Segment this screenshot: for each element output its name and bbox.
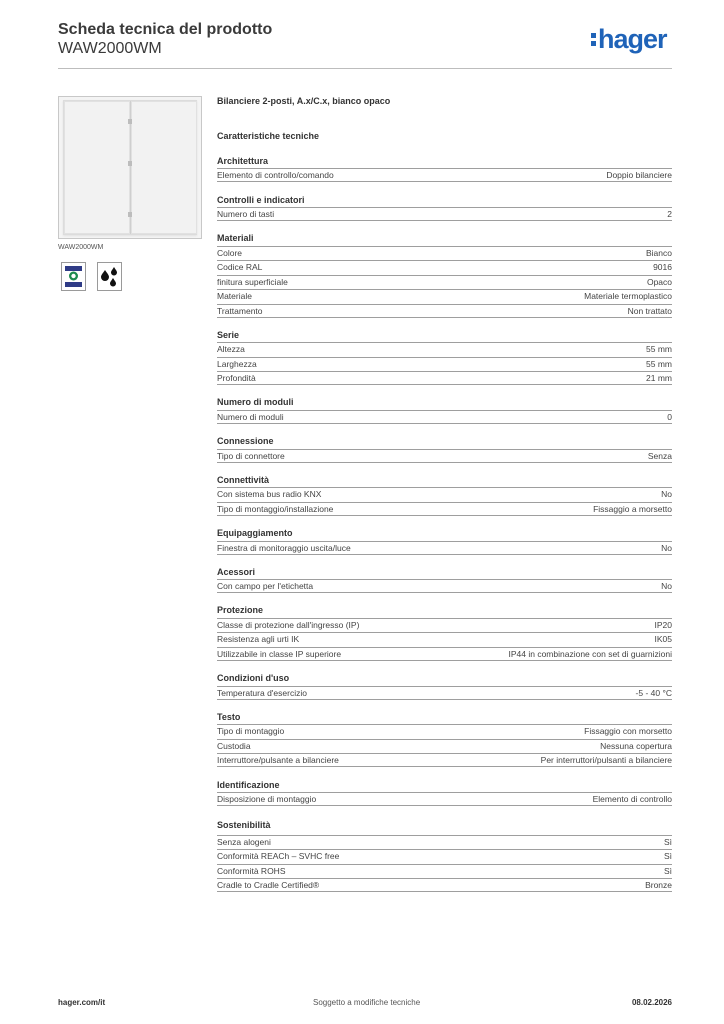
spec-key: Tipo di montaggio (217, 726, 285, 736)
group-title: Architettura (217, 156, 269, 166)
spec-value: No (661, 581, 672, 591)
spec-value: Fissaggio a morsetto (593, 504, 672, 514)
group-title: Serie (217, 330, 240, 340)
spec-key: Codice RAL (217, 262, 263, 272)
page-title: Scheda tecnica del prodotto (58, 21, 273, 38)
spec-row (217, 647, 672, 661)
spec-key: Profondità (217, 373, 256, 383)
spec-row (217, 246, 672, 260)
spec-row (217, 260, 672, 274)
group-title: Connettività (217, 475, 270, 485)
spec-key: Numero di tasti (217, 209, 275, 219)
spec-key: Interruttore/pulsante a bilanciere (217, 755, 339, 765)
spec-row (217, 207, 672, 221)
group-title: Identificazione (217, 780, 280, 790)
group-title: Materiali (217, 233, 254, 243)
water-drops-icon (97, 262, 122, 291)
spec-value: Materiale termoplastico (584, 291, 672, 301)
spec-row (217, 579, 672, 593)
spec-row (217, 410, 672, 424)
spec-value: Senza (647, 451, 672, 461)
spec-row (217, 686, 672, 700)
spec-row (217, 724, 672, 738)
group-title: Controlli e indicatori (217, 195, 305, 205)
spec-value: Nessuna copertura (600, 741, 672, 751)
spec-value: 2 (667, 209, 672, 219)
rocker-left (64, 101, 130, 234)
spec-value: 0 (667, 412, 672, 422)
rocker-nub (128, 161, 132, 166)
spec-value: Non trattato (627, 306, 672, 316)
group-title: Equipaggiamento (217, 528, 293, 538)
rocker-nub (128, 212, 132, 217)
spec-key: Materiale (217, 291, 252, 301)
product-name: Bilanciere 2-posti, A.x/C.x, bianco opaco (217, 96, 391, 106)
spec-value: 9016 (653, 262, 672, 272)
spec-row (217, 632, 672, 646)
spec-value: 55 mm (646, 359, 672, 369)
spec-row (217, 289, 672, 303)
spec-value: Sì (663, 851, 672, 861)
eco-passport-icon (61, 262, 86, 291)
spec-row (217, 792, 672, 806)
spec-row (217, 502, 672, 516)
footer-website-link[interactable]: hager.com/it (58, 998, 106, 1007)
footer-disclaimer: Soggetto a modifiche tecniche (313, 998, 421, 1007)
spec-value: 55 mm (646, 344, 672, 354)
spec-row (217, 753, 672, 767)
spec-value: Per interruttori/pulsanti a bilanciere (540, 755, 672, 765)
header-divider (58, 68, 672, 69)
spec-value: Sì (663, 837, 672, 847)
spec-value: IK05 (654, 634, 672, 644)
spec-key: Con campo per l'etichetta (217, 581, 314, 591)
spec-key: Resistenza agli urti IK (217, 634, 300, 644)
spec-row (217, 849, 672, 863)
spec-key: Finestra di monitoraggio uscita/luce (217, 543, 351, 553)
spec-key: Elemento di controllo/comando (217, 170, 334, 180)
spec-row (217, 371, 672, 385)
spec-key: Colore (217, 248, 243, 258)
spec-row (217, 304, 672, 318)
spec-value: Bianco (646, 248, 672, 258)
spec-row (217, 541, 672, 555)
spec-value: No (661, 543, 672, 553)
spec-row (217, 342, 672, 356)
group-title: Connessione (217, 436, 274, 446)
group-title: Testo (217, 712, 241, 722)
section-title: Caratteristiche tecniche (217, 131, 320, 141)
spec-row (217, 864, 672, 878)
spec-key: Temperatura d'esercizio (217, 688, 307, 698)
spec-value: 21 mm (646, 373, 672, 383)
footer-date: 08.02.2026 (631, 998, 672, 1007)
product-image (58, 96, 202, 239)
spec-key: Classe di protezione dall'ingresso (IP) (217, 620, 360, 630)
group-title: Sostenibilità (217, 820, 271, 830)
spec-row (217, 275, 672, 289)
spec-value: No (661, 489, 672, 499)
spec-value: IP20 (654, 620, 672, 630)
spec-row (217, 487, 672, 501)
rocker-nub (128, 119, 132, 124)
spec-value: Sì (663, 866, 672, 876)
spec-key: finitura superficiale (217, 277, 288, 287)
spec-row (217, 168, 672, 182)
spec-key: Trattamento (217, 306, 263, 316)
group-title: Numero di moduli (217, 397, 294, 407)
logo-dots-icon (591, 26, 597, 48)
hager-logo (591, 26, 667, 53)
spec-value: IP44 in combinazione con set di guarnizioni (508, 649, 672, 659)
spec-key: Custodia (217, 741, 251, 751)
spec-value: Bronze (645, 880, 672, 890)
spec-value: Doppio bilanciere (606, 170, 672, 180)
spec-key: Altezza (217, 344, 245, 354)
spec-key: Disposizione di montaggio (217, 794, 317, 804)
spec-key: Cradle to Cradle Certified® (217, 880, 320, 890)
product-code: WAW2000WM (58, 40, 162, 57)
spec-key: Larghezza (217, 359, 257, 369)
spec-key: Utilizzabile in classe IP superiore (217, 649, 342, 659)
spec-value: Elemento di controllo (592, 794, 672, 804)
rocker-right (131, 101, 197, 234)
spec-key: Conformità ROHS (217, 866, 286, 876)
spec-key: Conformità REACh – SVHC free (217, 851, 340, 861)
spec-key: Con sistema bus radio KNX (217, 489, 322, 499)
spec-key: Senza alogeni (217, 837, 271, 847)
spec-row (217, 739, 672, 753)
spec-row (217, 878, 672, 892)
image-caption: WAW2000WM (58, 244, 104, 251)
spec-row (217, 618, 672, 632)
spec-value: -5 - 40 °C (635, 688, 672, 698)
spec-key: Tipo di connettore (217, 451, 285, 461)
spec-key: Tipo di montaggio/installazione (217, 504, 334, 514)
spec-row (217, 835, 672, 849)
spec-row (217, 357, 672, 371)
logo-text: hager (598, 24, 667, 54)
group-title: Protezione (217, 605, 264, 615)
spec-value: Opaco (646, 277, 672, 287)
group-title: Condizioni d'uso (217, 673, 290, 683)
spec-key: Numero di moduli (217, 412, 284, 422)
group-title: Acessori (217, 567, 256, 577)
spec-value: Fissaggio con morsetto (584, 726, 672, 736)
spec-row (217, 449, 672, 463)
